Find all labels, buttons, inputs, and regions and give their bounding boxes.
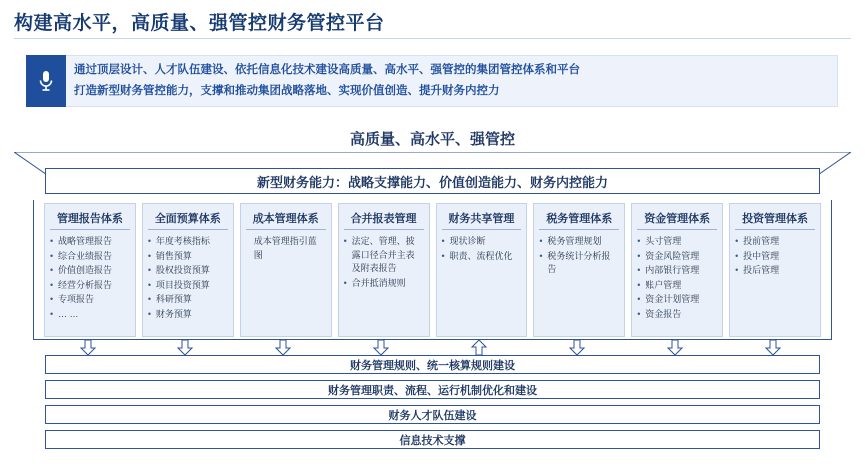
list-item: • 专项报告: [50, 293, 130, 307]
column-title: 资金管理体系: [637, 210, 717, 230]
list-item: • 科研预算: [148, 293, 228, 307]
column-title: 管理报告体系: [50, 210, 130, 230]
column-title: 合并报表管理: [344, 210, 424, 230]
column-items: [148, 235, 228, 322]
column-items: [344, 235, 424, 291]
column-items: [735, 235, 815, 279]
column-treasury[interactable]: [631, 203, 723, 337]
list-item: • 资金计划管理: [637, 293, 717, 307]
arrow-down-icon: [80, 340, 96, 356]
column-management-report[interactable]: [44, 203, 136, 337]
list-item: • 销售预算: [148, 250, 228, 264]
column-items: [50, 235, 130, 322]
list-item: • 职责、流程优化: [442, 250, 522, 264]
list-item: • 头寸管理: [637, 235, 717, 249]
foundation-bar-rules: 财务管理规则、统一核算规则建设: [45, 355, 820, 374]
list-item: • 资金风险管理: [637, 250, 717, 264]
column-title: 投资管理体系: [735, 210, 815, 230]
list-item: • 法定、管理、披露口径合并主表及附表报告: [344, 235, 424, 276]
list-item: • 综合业绩报告: [50, 250, 130, 264]
list-item: • 投前管理: [735, 235, 815, 249]
arrow-down-icon: [177, 340, 193, 356]
foundation-bar-process: 财务管理职责、流程、运行机制优化和建设: [45, 380, 820, 399]
capability-bar: 新型财务能力：战略支撑能力、价值创造能力、财务内控能力: [45, 168, 820, 194]
list-item: • 税务统计分析报告: [539, 250, 619, 277]
list-item: • 资金报告: [637, 308, 717, 322]
column-shared-service[interactable]: [436, 203, 528, 337]
title-divider: [14, 38, 851, 39]
column-tax[interactable]: [533, 203, 625, 337]
column-items: [539, 235, 619, 278]
list-item: • 投后管理: [735, 264, 815, 278]
column-consolidation[interactable]: [338, 203, 430, 337]
column-title: 成本管理体系: [246, 210, 326, 230]
column-title: 财务共享管理: [442, 210, 522, 230]
arrow-down-icon: [569, 340, 585, 356]
banner-text: [74, 60, 829, 102]
foundation-bar-talent: 财务人才队伍建设: [45, 405, 820, 424]
banner-line-2: 打造新型财务管控能力，支撑和推动集团战略落地、实现价值创造、提升财务内控力: [74, 85, 500, 97]
column-items: [637, 235, 717, 322]
arrow-down-icon: [667, 340, 683, 356]
column-items: [246, 235, 326, 263]
list-item: • 战略管理报告: [50, 235, 130, 249]
column-title: 全面预算体系: [148, 210, 228, 230]
column-budget[interactable]: [142, 203, 234, 337]
page-title: 构建高水平，高质量、强管控财务管控平台: [14, 13, 385, 34]
list-item: 成本管理指引蓝图: [253, 236, 317, 260]
list-item: • 财务预算: [148, 308, 228, 322]
list-item: • 经营分析报告: [50, 279, 130, 293]
banner-line-1: 通过顶层设计、人才队伍建设、依托信息化技术建设高质量、高水平、强管控的集团管控体系和平台: [74, 64, 580, 76]
column-title: 税务管理体系: [539, 210, 619, 230]
list-item: • 投中管理: [735, 250, 815, 264]
list-item: • 年度考核指标: [148, 235, 228, 249]
column-cost[interactable]: [240, 203, 332, 337]
arrow-down-icon: [275, 340, 291, 356]
list-item: • 股权投资预算: [148, 264, 228, 278]
arrow-down-icon: [373, 340, 389, 356]
microphone-icon: [26, 55, 66, 107]
list-item: • 项目投资预算: [148, 279, 228, 293]
list-item: • … …: [50, 308, 130, 322]
column-investment[interactable]: [729, 203, 821, 337]
column-items: [442, 235, 522, 264]
columns-container: [44, 203, 821, 337]
list-item: • 账户管理: [637, 279, 717, 293]
arrow-down-icon: [765, 340, 781, 356]
headline: 高质量、高水平、强管控: [349, 131, 515, 148]
foundation-bar-it: 信息技术支撑: [45, 430, 820, 449]
list-item: • 税务管理规划: [539, 235, 619, 249]
list-item: • 价值创造报告: [50, 264, 130, 278]
list-item: • 合并抵消规则: [344, 277, 424, 291]
arrow-up-icon: [471, 340, 487, 356]
list-item: • 现状诊断: [442, 235, 522, 249]
list-item: • 内部银行管理: [637, 264, 717, 278]
